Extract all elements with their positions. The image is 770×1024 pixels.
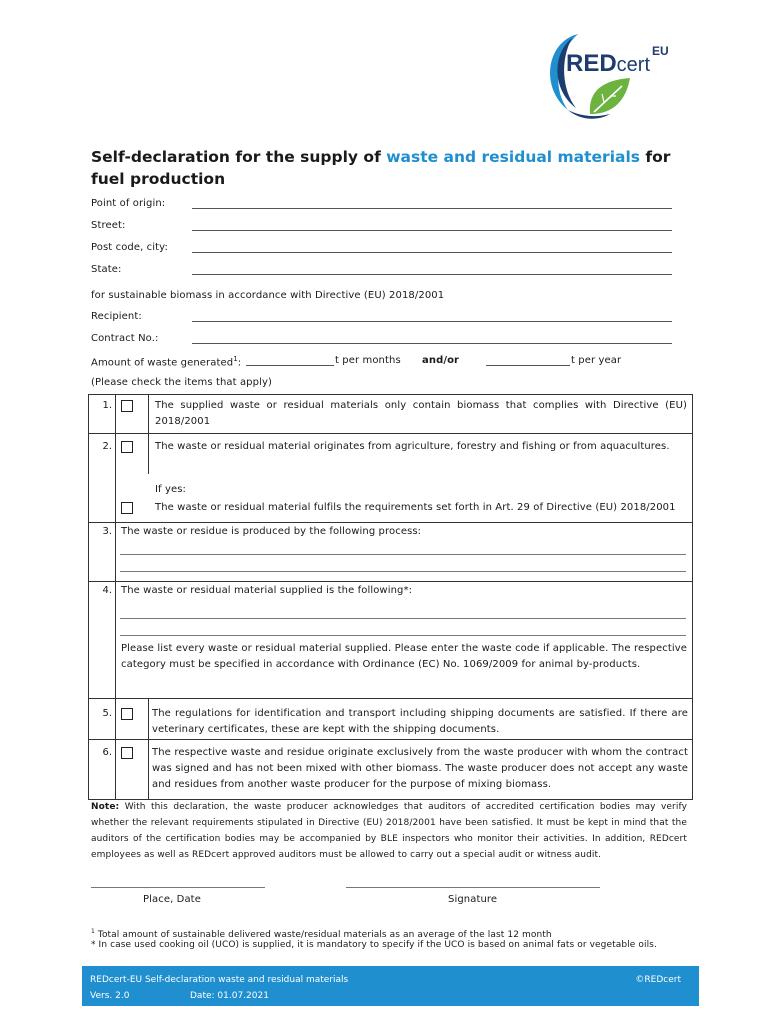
item-2-number: 2. bbox=[102, 441, 112, 452]
street-field[interactable] bbox=[192, 230, 672, 231]
origin-field[interactable] bbox=[192, 208, 672, 209]
item-4-line-1[interactable] bbox=[120, 618, 686, 619]
legal-note: Note: With this declaration, the waste producer acknowledges that auditors of accredited certification bodies may verify whether the relevant requirements stipulated in Directive (EU) 2018/2001 have been satisfied. It must be kept in mind that the auditors of the certification bodies may be accompanied by BLE inspectors who monitor their activities. In addition, REDcert employees as well as REDcert approved auditors must be allowed to carry out a special audit or witness audit. bbox=[91, 802, 687, 860]
checklist-table bbox=[88, 394, 693, 800]
item-2-checkbox[interactable] bbox=[121, 441, 133, 453]
contract-field[interactable] bbox=[192, 343, 672, 344]
item-2-sub-checkbox[interactable] bbox=[121, 502, 133, 514]
footer-version: Vers. 2.0 bbox=[90, 991, 130, 1001]
directive-text: for sustainable biomass in accordance with Directive (EU) 2018/2001 bbox=[91, 290, 445, 301]
logo-wordmark: REDcert$^{EU}$ bbox=[566, 44, 669, 77]
item-1-text: The supplied waste or residual materials only contain biomass that complies with Directive (EU) 2018/2001 bbox=[155, 400, 687, 427]
item-4-number: 4. bbox=[102, 585, 112, 596]
place-date-label: Place, Date bbox=[143, 894, 201, 905]
footer-copyright: ©REDcert bbox=[635, 975, 681, 985]
footer-bar bbox=[82, 966, 699, 1006]
item-2-text: The waste or residual material originates from agriculture, forestry and fishing or from aquacultures. bbox=[155, 441, 670, 452]
item-3-number: 3. bbox=[102, 526, 112, 537]
item-6-text: The respective waste and residue originate exclusively from the waste producer with whom the contract was signed and has not been mixed with other biomass. The waste producer does not accept any waste and residues from another waste producer for the purpose of mixing biomass. bbox=[152, 747, 688, 790]
redcert-logo bbox=[538, 28, 688, 124]
item-1-number: 1. bbox=[102, 400, 112, 411]
recipient-field[interactable] bbox=[192, 321, 672, 322]
item-4-line-2[interactable] bbox=[120, 635, 686, 636]
place-date-field[interactable] bbox=[91, 887, 265, 888]
signature-label: Signature bbox=[448, 894, 498, 905]
per-year-label: t per year bbox=[571, 355, 622, 366]
item-1-checkbox[interactable] bbox=[121, 400, 133, 412]
amount-months-field[interactable] bbox=[246, 365, 334, 366]
per-months-label: t per months bbox=[335, 355, 401, 366]
footer-title: REDcert-EU Self-declaration waste and residual materials bbox=[90, 975, 349, 985]
item-4-text: The waste or residual material supplied is the following*: bbox=[121, 585, 413, 596]
page-title: Self-declaration for the supply of waste and residual materials for fuel production bbox=[91, 148, 671, 188]
check-note: (Please check the items that apply) bbox=[91, 377, 272, 388]
postcode-label: Post code, city: bbox=[91, 242, 168, 253]
postcode-field[interactable] bbox=[192, 252, 672, 253]
item-6-checkbox[interactable] bbox=[121, 747, 133, 759]
item-5-checkbox[interactable] bbox=[121, 708, 133, 720]
footer-date: Date: 01.07.2021 bbox=[190, 991, 269, 1001]
item-5-text: The regulations for identification and transport including shipping documents are satisfied. If there are veterinary certificates, these are kept with the shipping documents. bbox=[152, 708, 688, 735]
footnote-1: $^1$ Total amount of sustainable delivered waste/residual materials as an average of the last 12 month bbox=[91, 928, 552, 940]
recipient-label: Recipient: bbox=[91, 311, 142, 322]
amount-year-field[interactable] bbox=[486, 365, 570, 366]
origin-label: Point of origin: bbox=[91, 198, 166, 209]
signature-field[interactable] bbox=[346, 887, 600, 888]
item-6-number: 6. bbox=[102, 747, 112, 758]
andor-label: and/or bbox=[422, 355, 460, 366]
contract-label: Contract No.: bbox=[91, 333, 159, 344]
item-3-text: The waste or residue is produced by the following process: bbox=[121, 526, 422, 537]
item-4-note: Please list every waste or residual material supplied. Please enter the waste code if applicable. The respective category must be specified in accordance with Ordinance (EC) No. 1069/2009 for animal by-products. bbox=[121, 643, 687, 670]
item-3-line-2[interactable] bbox=[120, 571, 686, 572]
state-label: State: bbox=[91, 264, 122, 275]
street-label: Street: bbox=[91, 220, 126, 231]
state-field[interactable] bbox=[192, 274, 672, 275]
item-5-number: 5. bbox=[102, 708, 112, 719]
item-2-sub-text: The waste or residual material fulfils the requirements set forth in Art. 29 of Directive (EU) 2018/2001 bbox=[155, 502, 676, 513]
item-3-line-1[interactable] bbox=[120, 554, 686, 555]
item-2-ifyes: If yes: bbox=[155, 484, 186, 495]
footnote-2: * In case used cooking oil (UCO) is supplied, it is mandatory to specify if the UCO is based on animal fats or vegetable oils. bbox=[91, 940, 657, 950]
amount-label: Amount of waste generated$^1$: bbox=[91, 355, 242, 369]
